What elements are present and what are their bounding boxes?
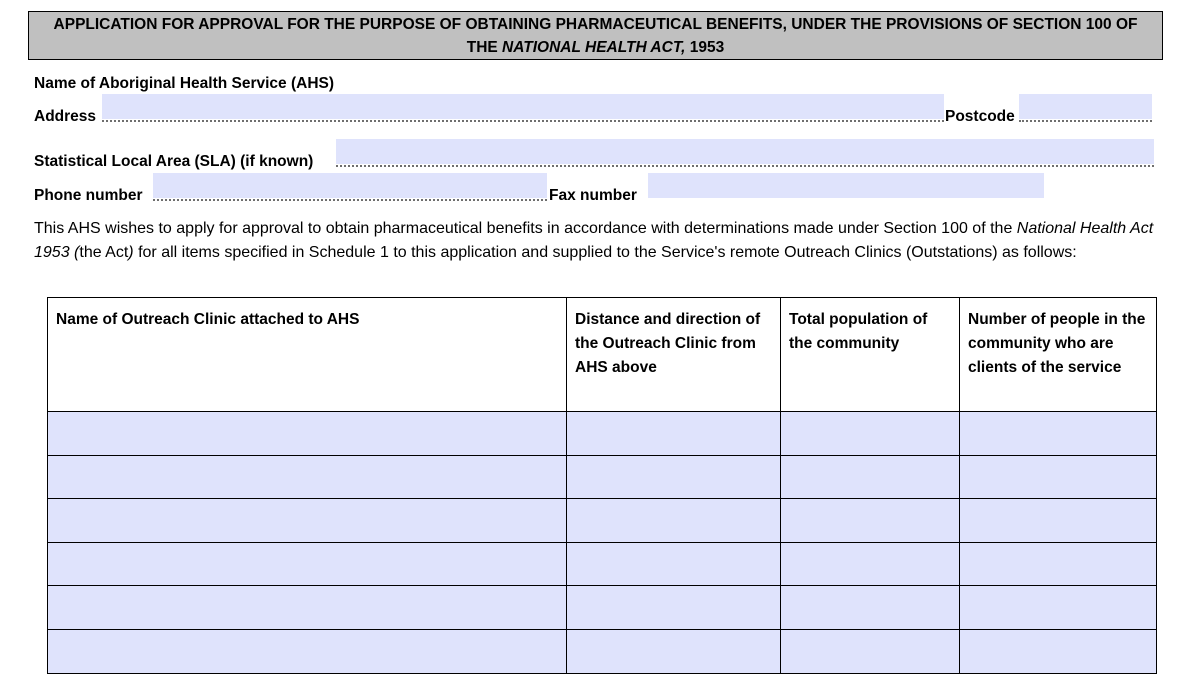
table-cell (960, 499, 1157, 543)
client-count-input[interactable] (960, 543, 1156, 586)
clinic-name-input[interactable] (48, 456, 566, 499)
table-cell (960, 586, 1157, 630)
client-count-input[interactable] (960, 412, 1156, 455)
table-cell (960, 542, 1157, 586)
total-population-input[interactable] (781, 543, 959, 586)
col-header-distance-direction: Distance and direction of the Outreach Clinic from AHS above (567, 298, 781, 412)
clinic-name-input[interactable] (48, 412, 566, 455)
form-title-year: 1953 (685, 38, 725, 56)
clinic-name-input[interactable] (48, 499, 566, 542)
table-row (48, 542, 1157, 586)
distance-direction-input[interactable] (567, 499, 780, 542)
statement-act-reference: National Health Act 1953 ( (34, 220, 1154, 261)
table-row (48, 412, 1157, 456)
table-cell (781, 455, 960, 499)
table-row (48, 629, 1157, 673)
sla-dotted-line (336, 165, 1154, 167)
table-cell (567, 499, 781, 543)
table-cell (781, 412, 960, 456)
table-cell (48, 586, 567, 630)
table-cell (567, 586, 781, 630)
table-cell (48, 412, 567, 456)
sla-input[interactable] (336, 139, 1154, 164)
address-input[interactable] (102, 94, 944, 119)
table-cell (48, 629, 567, 673)
phone-input[interactable] (153, 173, 547, 198)
total-population-input[interactable] (781, 412, 959, 455)
distance-direction-input[interactable] (567, 630, 780, 673)
table-cell (781, 629, 960, 673)
client-count-input[interactable] (960, 456, 1156, 499)
statement-close-paren: ) (128, 243, 134, 261)
ahs-name-label: Name of Aboriginal Health Service (AHS) (34, 75, 335, 92)
application-statement (34, 217, 1159, 264)
total-population-input[interactable] (781, 456, 959, 499)
distance-direction-input[interactable] (567, 456, 780, 499)
sla-label: Statistical Local Area (SLA) (if known) (34, 153, 314, 170)
address-label: Address (34, 108, 97, 125)
col-header-clinic-name: Name of Outreach Clinic attached to AHS (48, 298, 567, 412)
total-population-input[interactable] (781, 499, 959, 542)
fax-label: Fax number (549, 187, 637, 204)
client-count-input[interactable] (960, 586, 1156, 629)
col-header-client-count: Number of people in the community who are clients of the service (960, 298, 1157, 412)
statement-part-1: This AHS wishes to apply for approval to obtain pharmaceutical benefits in accordance with determinations made under Section 100 of the (34, 220, 1017, 237)
form-title-line-1: APPLICATION FOR APPROVAL FOR THE PURPOSE OF OBTAINING PHARMACEUTICAL BENEFITS, UNDER THE PROVISIONS OF SECTION 100 OF (53, 15, 1138, 33)
form-title-line-2 (467, 36, 725, 59)
col-header-total-population: Total population of the community (781, 298, 960, 412)
postcode-input[interactable] (1019, 94, 1152, 119)
form-title-prefix: THE (466, 38, 503, 56)
table-cell (48, 455, 567, 499)
table-row (48, 455, 1157, 499)
table-row (48, 586, 1157, 630)
table-cell (48, 542, 567, 586)
clinic-name-input[interactable] (48, 543, 566, 586)
form-title-act-name: NATIONAL HEALTH ACT, (502, 38, 686, 56)
table-cell (781, 586, 960, 630)
client-count-input[interactable] (960, 630, 1156, 673)
fax-input[interactable] (648, 173, 1044, 198)
table-cell (48, 499, 567, 543)
phone-dotted-line (153, 199, 547, 201)
statement-part-3: for all items specified in Schedule 1 to this application and supplied to the Service's remote Outreach Clinics (Outstations) as follows: (133, 243, 1077, 261)
table-cell (567, 542, 781, 586)
form-title-banner (28, 11, 1163, 60)
postcode-dotted-line (1019, 120, 1152, 122)
table-cell (960, 629, 1157, 673)
table-header-row (48, 298, 1157, 412)
postcode-label: Postcode (945, 108, 1015, 125)
table-cell (960, 455, 1157, 499)
table-row (48, 499, 1157, 543)
total-population-input[interactable] (781, 586, 959, 629)
statement-act-abbrev: the Act (79, 243, 129, 261)
table-cell (567, 455, 781, 499)
clinic-name-input[interactable] (48, 630, 566, 673)
total-population-input[interactable] (781, 630, 959, 673)
distance-direction-input[interactable] (567, 543, 780, 586)
client-count-input[interactable] (960, 499, 1156, 542)
phone-label: Phone number (34, 187, 143, 204)
table-cell (567, 412, 781, 456)
table-cell (781, 542, 960, 586)
distance-direction-input[interactable] (567, 412, 780, 455)
table-cell (781, 499, 960, 543)
table-cell (567, 629, 781, 673)
table-cell (960, 412, 1157, 456)
clinic-name-input[interactable] (48, 586, 566, 629)
distance-direction-input[interactable] (567, 586, 780, 629)
address-dotted-line (102, 120, 944, 122)
outreach-clinics-table (47, 297, 1157, 674)
